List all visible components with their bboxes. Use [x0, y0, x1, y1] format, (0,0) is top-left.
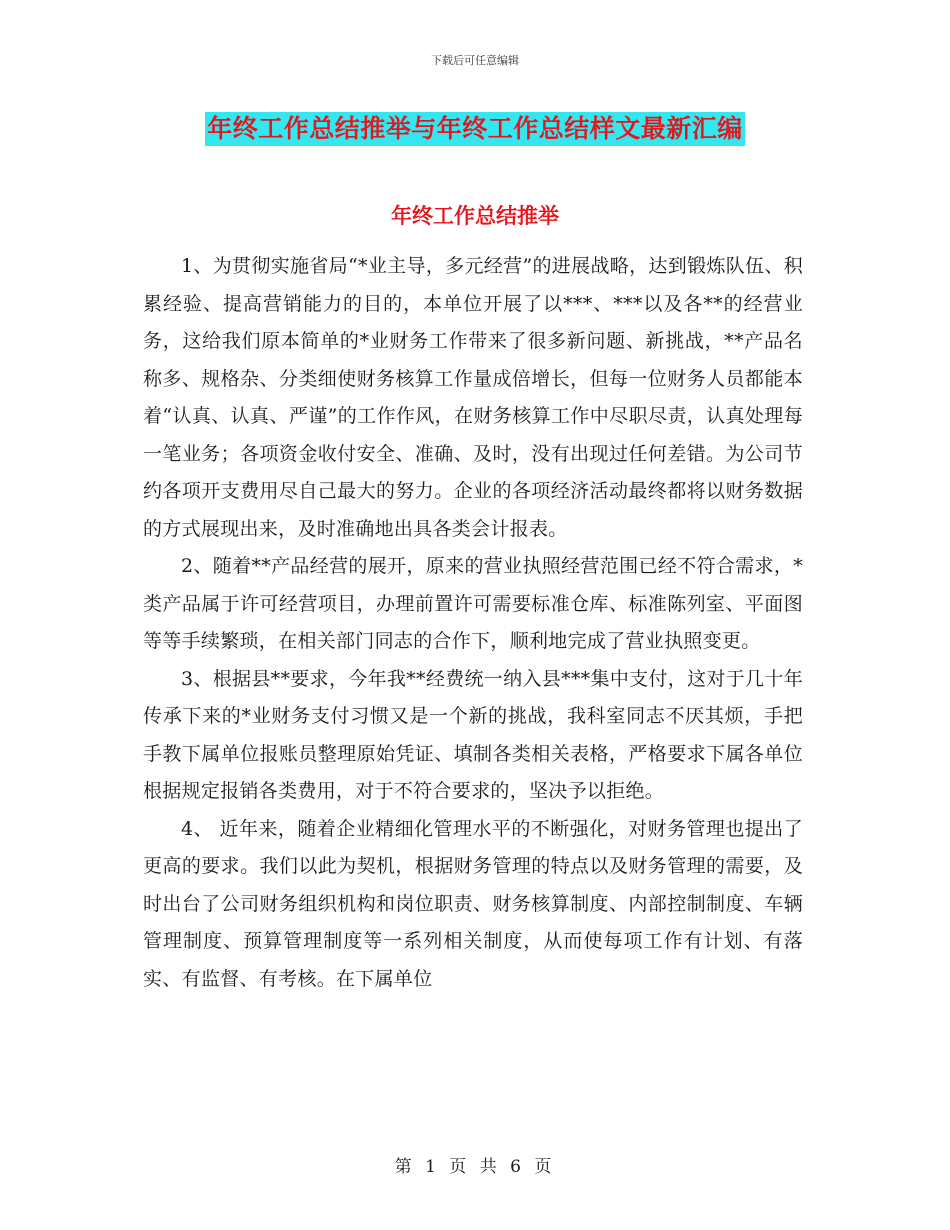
document-title: 年终工作总结推举与年终工作总结样文最新汇编: [205, 112, 745, 146]
paragraph-2: 2、随着**产品经营的展开，原来的营业执照经营范围已经不符合需求，*类产品属于许可经营项目，办理前置许可需要标准仓库、标准陈列室、平面图等等手续繁琐，在相关部门同志的合作下，顺利地完成了营业执照变更。: [143, 555, 803, 652]
document-body: [143, 248, 803, 998]
page-number-footer: 第 1 页 共 6 页: [394, 1157, 556, 1177]
paragraph-1: 1、为贯彻实施省局“*业主导，多元经营”的进展战略，达到锻炼队伍、积累经验、提高营销能力的目的，本单位开展了以***、***以及各**的经营业务，这给我们原本简单的*业财务工作带来了很多新问题、新挑战，**产品名称多、规格杂、分类细使财务核算工作量成倍增长，但每一位财务人员都能本着“认真、认真、严谨”的工作作风，在财务核算工作中尽职尽责，认真处理每一笔业务；各项资金收付安全、准确、及时，没有出现过任何差错。为公司节约各项开支费用尽自己最大的努力。企业的各项经济活动最终都将以财务数据的方式展现出来，及时准确地出具各类会计报表。: [143, 255, 803, 540]
document-title-container: [0, 112, 950, 146]
page-header-note: 下载后可任意编辑: [431, 54, 519, 67]
section-title: 年终工作总结推举: [391, 204, 559, 228]
paragraph-4: 4、 近年来，随着企业精细化管理水平的不断强化，对财务管理也提出了更高的要求。我们以此为契机，根据财务管理的特点以及财务管理的需要，及时出台了公司财务组织机构和岗位职责、财务核算制度、内部控制制度、车辆管理制度、预算管理制度等一系列相关制度，从而使每项工作有计划、有落实、有监督、有考核。在下属单位: [143, 817, 803, 990]
paragraph-3: 3、根据县**要求，今年我**经费统一纳入县***集中支付，这对于几十年传承下来的*业财务支付习惯又是一个新的挑战，我科室同志不厌其烦，手把手教下属单位报账员整理原始凭证、填制各类相关表格，严格要求下属各单位根据规定报销各类费用，对于不符合要求的，坚决予以拒绝。: [143, 667, 803, 802]
